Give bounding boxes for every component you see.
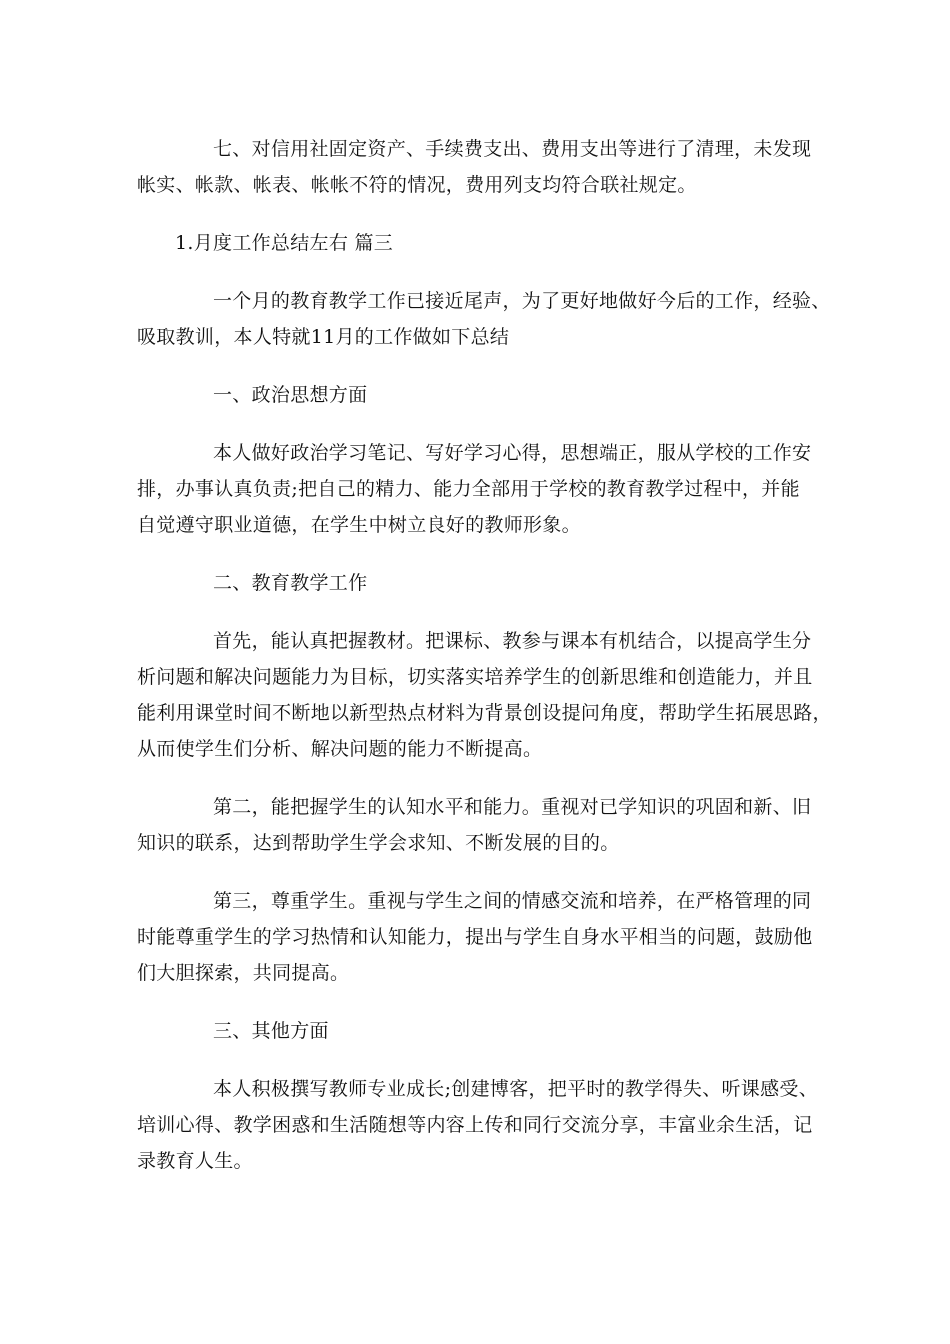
document-body — [137, 131, 832, 1201]
text-line: 吸取教训，本人特就11月的工作做如下总结 — [137, 326, 510, 348]
paragraph-other-aspects — [137, 1071, 817, 1179]
text-line: 七、对信用社固定资产、手续费支出、费用支出等进行了清理，未发现 — [213, 138, 812, 160]
text-line: 第三，尊重学生。重视与学生之间的情感交流和培养，在严格管理的同 — [213, 890, 812, 912]
text-line: 知识的联系，达到帮助学生学会求知、不断发展的目的。 — [137, 832, 620, 854]
section-title-monthly-summary: 1.月度工作总结左右 篇三 — [175, 232, 394, 254]
text-line: 首先，能认真把握教材。把课标、教参与课本有机结合，以提高学生分 — [213, 630, 812, 652]
text-line: 本人积极撰写教师专业成长;创建博客，把平时的教学得失、听课感受、 — [213, 1078, 819, 1100]
heading-teaching-work: 二、教育教学工作 — [213, 572, 368, 594]
text-line: 一个月的教育教学工作已接近尾声，为了更好地做好今后的工作，经验、 — [213, 290, 831, 312]
text-line: 帐实、帐款、帐表、帐帐不符的情况，费用列支均符合联社规定。 — [137, 174, 697, 196]
paragraph-intro — [137, 283, 831, 355]
text-line: 时能尊重学生的学习热情和认知能力，提出与学生自身水平相当的问题，鼓励他 — [137, 926, 813, 948]
text-line: 录教育人生。 — [137, 1150, 253, 1172]
heading-other-aspects: 三、其他方面 — [213, 1020, 329, 1042]
paragraph-asset-review — [137, 131, 817, 203]
text-line: 第二，能把握学生的认知水平和能力。重视对已学知识的巩固和新、旧 — [213, 796, 812, 818]
heading-political-thought: 一、政治思想方面 — [213, 384, 368, 406]
paragraph-political-thought — [137, 435, 817, 543]
paragraph-teaching-first — [137, 623, 832, 767]
text-line: 能利用课堂时间不断地以新型热点材料为背景创设提问角度，帮助学生拓展思路， — [137, 702, 832, 724]
text-line: 自觉遵守职业道德，在学生中树立良好的教师形象。 — [137, 514, 581, 536]
text-line: 本人做好政治学习笔记、写好学习心得，思想端正，服从学校的工作安 — [213, 442, 812, 464]
paragraph-teaching-second — [137, 789, 817, 861]
text-line: 们大胆探索，共同提高。 — [137, 962, 350, 984]
text-line: 培训心得、教学困惑和生活随想等内容上传和同行交流分享，丰富业余生活，记 — [137, 1114, 813, 1136]
text-line: 析问题和解决问题能力为目标，切实落实培养学生的创新思维和创造能力，并且 — [137, 666, 813, 688]
paragraph-teaching-third — [137, 883, 817, 991]
text-line: 从而使学生们分析、解决问题的能力不断提高。 — [137, 738, 543, 760]
text-line: 排，办事认真负责;把自己的精力、能力全部用于学校的教育教学过程中，并能 — [137, 478, 800, 500]
